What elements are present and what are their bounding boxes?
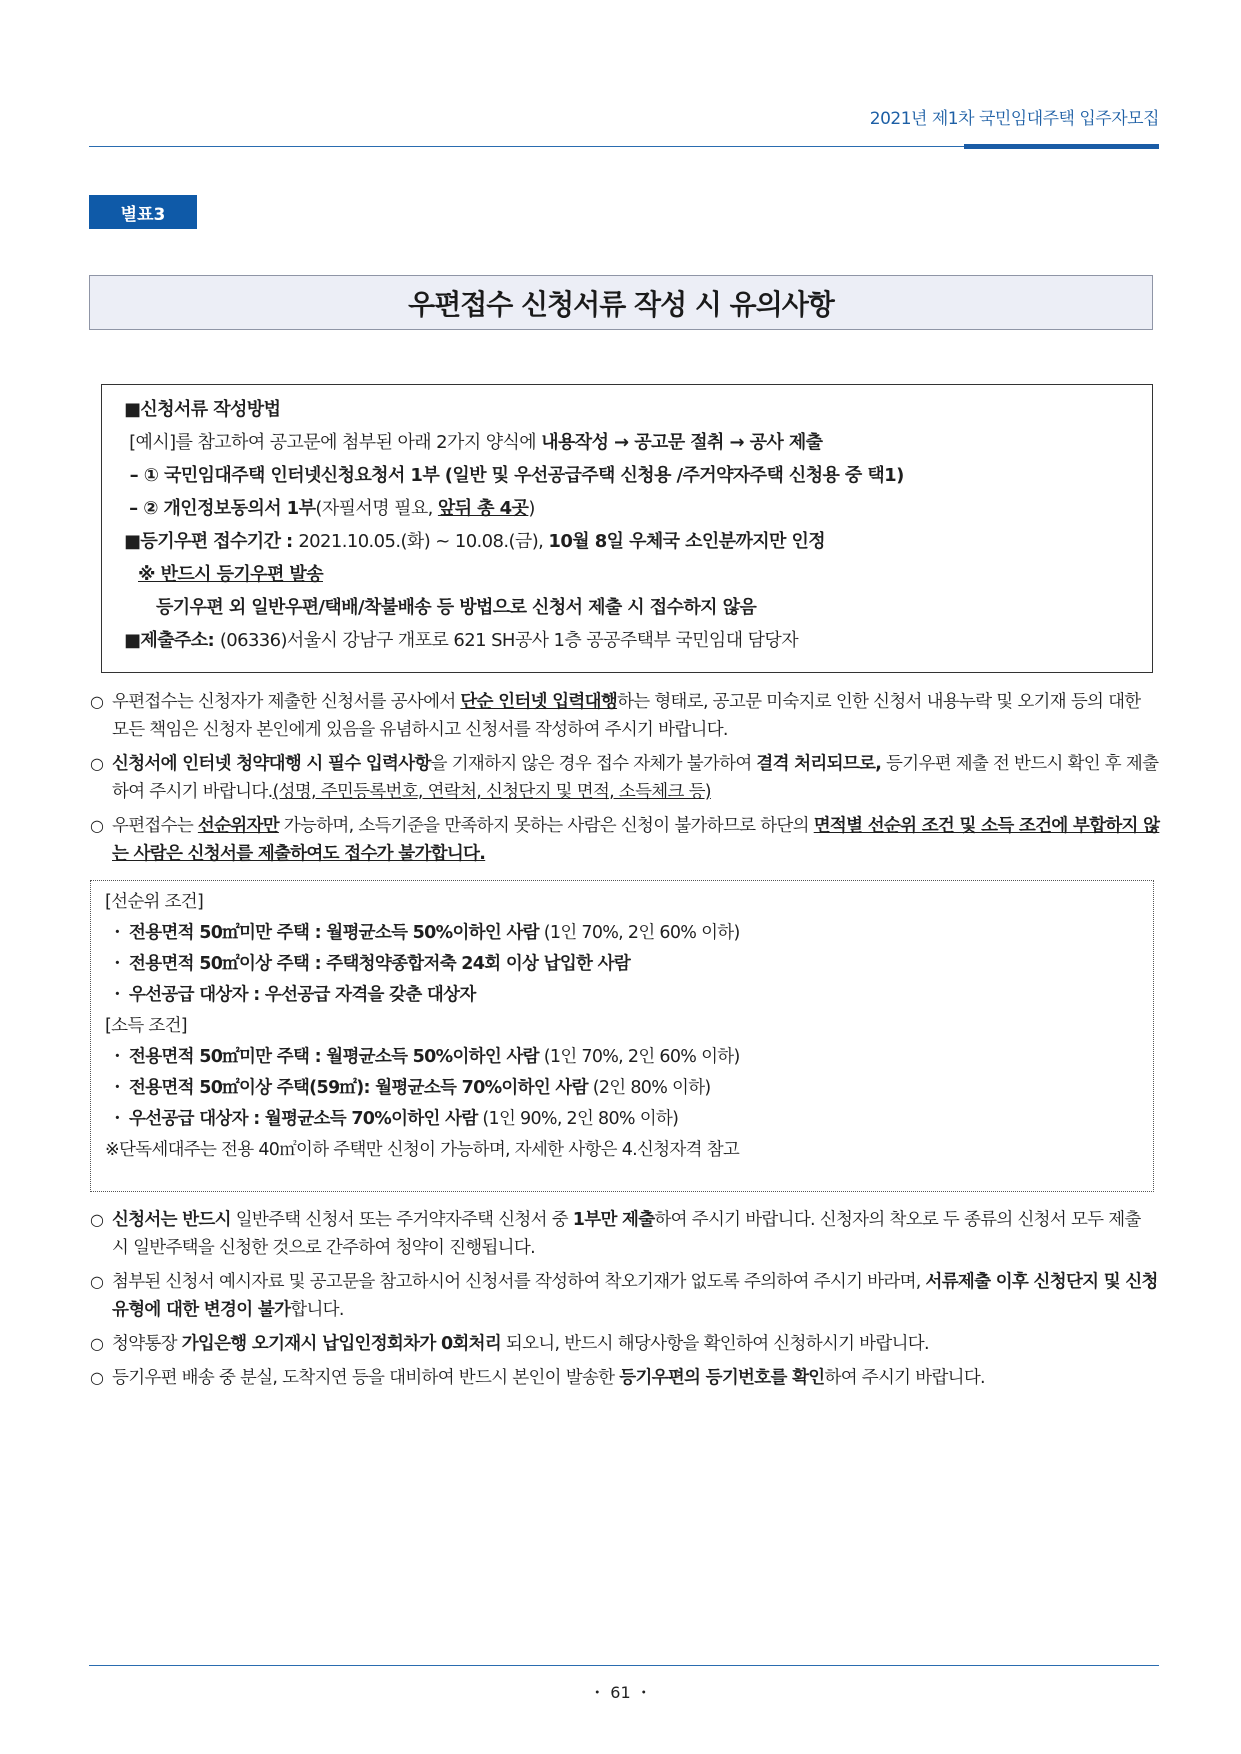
income-item-1-text: (1인 70%, 2인 60% 이하)	[538, 1047, 740, 1067]
method-box	[101, 384, 1153, 673]
method-line-3-close: )	[528, 498, 535, 519]
circle-bullet: ○	[90, 1334, 104, 1353]
priority-item	[105, 949, 1139, 980]
note-item	[90, 1364, 1160, 1392]
registered-mail-notice	[124, 558, 1130, 591]
method-line-3-text: (자필서명 필요,	[315, 498, 438, 519]
bullet: ・	[108, 1109, 126, 1129]
method-line-3	[124, 492, 1130, 525]
note-4-bold-b: 1부만 제출	[572, 1210, 655, 1230]
note-4-text-b: 하여 주시기 바랍니다. 신청자의 착오로 두 종류의 신청서 모두 제출 시 일반주택을 신청한 것으로 간주하여 청약이 진행됩니다.	[112, 1210, 1141, 1258]
circle-bullet: ○	[90, 1272, 104, 1291]
footer-divider	[89, 1665, 1159, 1666]
postal-period-dates: 2021.10.05.(화) ~ 10.08.(금),	[298, 531, 549, 552]
income-item-2-text: (2인 80% 이하)	[587, 1078, 711, 1098]
header-title: 2021년 제1차 국민임대주택 입주자모집	[869, 109, 1159, 129]
note-2-bold-b: 결격 처리되므로,	[756, 754, 882, 774]
income-heading: [소득 조건]	[105, 1016, 187, 1036]
note-item	[90, 1206, 1160, 1262]
note-2-text-a: 을 기재하지 않은 경우 접수 자체가 불가하여	[430, 754, 757, 774]
conditions-box	[90, 880, 1154, 1192]
income-item-3-text: (1인 90%, 2인 80% 이하)	[477, 1109, 679, 1129]
note-3-text-a: 우편접수는	[112, 816, 198, 836]
note-1-text-b: 하는 형태로, 공고문 미숙지로 인한 신청서 내용누락 및 오기재 등의 대한 모든 책임은 신청자 본인에게 있음을 유념하시고 신청서를 작성하여 주시기 바랍니다.	[112, 692, 1141, 740]
priority-item	[105, 918, 1139, 949]
circle-bullet: ○	[90, 1368, 104, 1387]
income-item-2-bold: 전용면적 50㎡이상 주택(59㎡): 월평균소득 70%이하인 사람	[129, 1078, 588, 1098]
note-5-text-b: 합니다.	[290, 1300, 344, 1320]
note-2-underline: (성명, 주민등록번호, 연락처, 신청단지 및 면적, 소득체크 등)	[272, 782, 711, 802]
circle-bullet: ○	[90, 1210, 104, 1229]
method-line-3-underline: 앞뒤 총 4곳	[437, 498, 529, 519]
note-3-bold-a: 선순위자만	[197, 816, 279, 836]
priority-heading: [선순위 조건]	[105, 892, 204, 912]
priority-item-1-bold: 전용면적 50㎡미만 주택 : 월평균소득 50%이하인 사람	[129, 923, 539, 943]
note-item	[90, 750, 1160, 806]
note-1-text-a: 우편접수는 신청자가 제출한 신청서를 공사에서	[112, 692, 461, 712]
method-line-2	[124, 459, 1130, 492]
note-2-bold-a: 신청서에 인터넷 청약대행 시 필수 입력사항	[112, 754, 431, 774]
note-6-text-a: 청약통장	[112, 1334, 182, 1354]
postal-period-label: ■등기우편 접수기간 :	[124, 531, 299, 552]
note-3-text-b: 가능하며, 소득기준을 만족하지 못하는 사람은 신청이 불가하므로 하단의	[278, 816, 814, 836]
method-line-1-text: [예시]를 참고하여 공고문에 첨부된 아래 2가지 양식에	[129, 432, 542, 453]
note-7-text-b: 하여 주시기 바랍니다.	[824, 1368, 985, 1388]
note-5-bold: 서류제출 이후 신청단지 및 신청유형에 대한 변경이 불가	[112, 1272, 1158, 1320]
income-item	[105, 1042, 1139, 1073]
note-item	[90, 1268, 1160, 1324]
submit-address-label: ■제출주소:	[124, 630, 220, 651]
registered-mail-text: ※ 반드시 등기우편 발송	[138, 564, 323, 585]
single-household-note: ※단독세대주는 전용 40㎡이하 주택만 신청이 가능하며, 자세한 사항은 4.신청자격 참고	[105, 1140, 740, 1160]
submit-address	[124, 624, 1130, 657]
note-6-bold: 가입은행 오기재시 납입인정회차가 0회처리	[181, 1334, 502, 1354]
page-number: ・ 61 ・	[589, 1683, 652, 1702]
note-4-bold-a: 신청서는 반드시	[112, 1210, 231, 1230]
circle-bullet: ○	[90, 816, 104, 835]
note-2-text-b: 등기우편 제출 전 반드시 확인 후 제출하여 주시기 바랍니다.	[112, 754, 1159, 802]
postal-period-deadline: 10월 8일 우체국 소인분까지만 인정	[548, 531, 826, 552]
priority-item-3-bold: 우선공급 대상자 : 우선공급 자격을 갖춘 대상자	[129, 985, 476, 1005]
income-item	[105, 1073, 1139, 1104]
note-1-bold: 단순 인터넷 입력대행	[460, 692, 618, 712]
priority-item	[105, 980, 1139, 1011]
note-4-text-a: 일반주택 신청서 또는 주거약자주택 신청서 중	[230, 1210, 573, 1230]
note-6-text-b: 되오니, 반드시 해당사항을 확인하여 신청하시기 바랍니다.	[501, 1334, 929, 1354]
note-7-bold: 등기우편의 등기번호를 확인	[619, 1368, 825, 1388]
priority-item-2-bold: 전용면적 50㎡이상 주택 : 주택청약종합저축 24회 이상 납입한 사람	[129, 954, 631, 974]
submit-address-text: (06336)서울시 강남구 개포로 621 SH공사 1층 공공주택부 국민임대 담당자	[219, 630, 798, 651]
bullet: ・	[108, 923, 126, 943]
bullet: ・	[108, 1078, 126, 1098]
method-line-1	[124, 426, 1130, 459]
priority-item-1-text: (1인 70%, 2인 60% 이하)	[538, 923, 740, 943]
income-item	[105, 1104, 1139, 1135]
note-7-text-a: 등기우편 배송 중 분실, 도착지연 등을 대비하여 반드시 본인이 발송한	[112, 1368, 620, 1388]
appendix-tag: 별표3	[89, 195, 197, 229]
note-item	[90, 688, 1160, 744]
method-line-3-bold: – ② 개인정보동의서 1부	[129, 498, 316, 519]
notes-upper	[90, 688, 1160, 874]
page-title: 우편접수 신청서류 작성 시 유의사항	[89, 275, 1153, 330]
income-item-1-bold: 전용면적 50㎡미만 주택 : 월평균소득 50%이하인 사람	[129, 1047, 539, 1067]
circle-bullet: ○	[90, 754, 104, 773]
note-item	[90, 1330, 1160, 1358]
notes-lower	[90, 1206, 1160, 1398]
income-item-3-bold: 우선공급 대상자 : 월평균소득 70%이하인 사람	[129, 1109, 478, 1129]
header-accent-bar	[964, 144, 1159, 149]
method-line-2-text: – ① 국민임대주택 인터넷신청요청서 1부 (일반 및 우선공급주택 신청용 /주거약자주택 신청용 중 택1)	[129, 465, 904, 486]
bullet: ・	[108, 1047, 126, 1067]
note-3-bold-b: 면적별 선순위 조건 및 소득 조건에 부합하지 않는 사람은 신청서를 제출하여도 접수가 불가합니다.	[112, 816, 1160, 864]
note-5-text-a: 첨부된 신청서 예시자료 및 공고문을 참고하시어 신청서를 작성하여 착오기재가 없도록 주의하여 주시기 바라며,	[112, 1272, 926, 1292]
bullet: ・	[108, 985, 126, 1005]
bullet: ・	[108, 954, 126, 974]
method-line-1-bold: 내용작성 → 공고문 절취 → 공사 제출	[541, 432, 823, 453]
method-heading: ■신청서류 작성방법	[124, 399, 281, 420]
postal-period	[124, 525, 1130, 558]
note-item	[90, 812, 1160, 868]
other-mail-warning: 등기우편 외 일반우편/택배/착불배송 등 방법으로 신청서 제출 시 접수하지 않음	[156, 597, 757, 618]
circle-bullet: ○	[90, 692, 104, 711]
